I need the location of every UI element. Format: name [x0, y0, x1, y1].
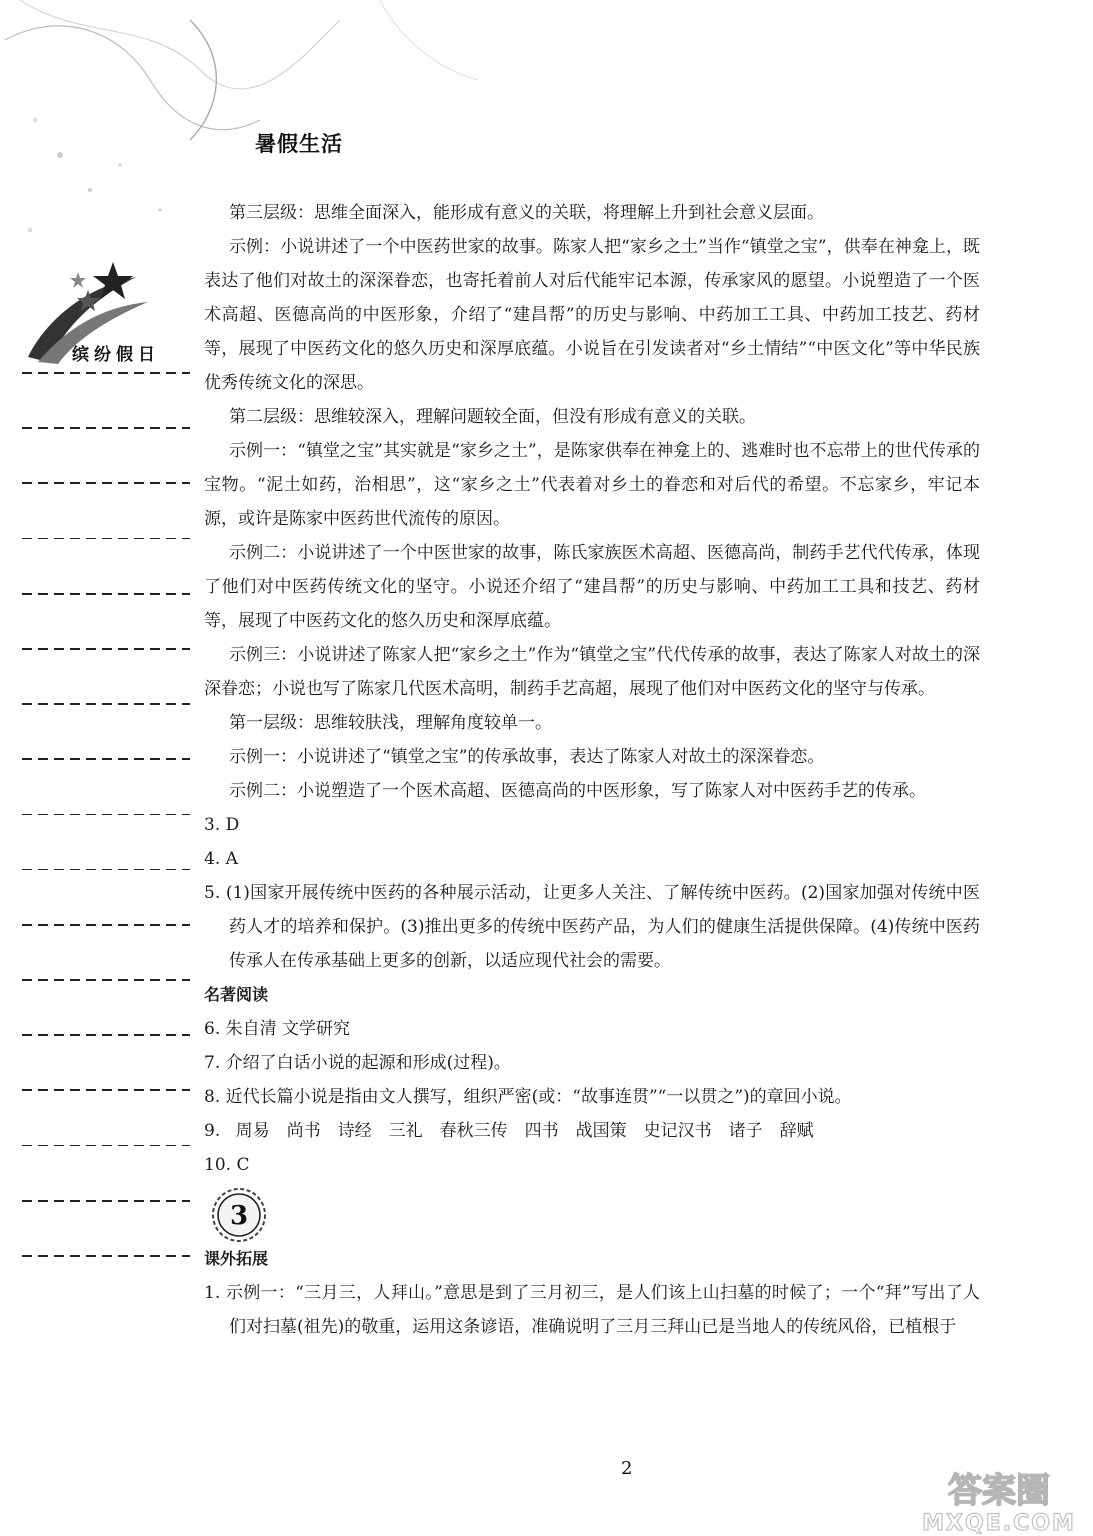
- watermark-text: 答案圈: [948, 1471, 1050, 1511]
- side-badge-label: 缤纷假日: [72, 345, 160, 365]
- watermark-logo: [905, 1462, 1093, 1536]
- paragraph: 示例三：小说讲述了陈家人把“家乡之土”作为“镇堂之宝”代代传承的故事，表达了陈家人对故土的深深眷恋；小说也写了陈家几代医术高明，制药手艺高超，展现了他们对中医药文化的坚守与传承。: [204, 645, 980, 699]
- note-line: [22, 814, 190, 816]
- answer-6: 6. 朱自清 文学研究: [204, 1019, 351, 1039]
- paragraph: 示例一：小说讲述了“镇堂之宝”的传承故事，表达了陈家人对故土的深深眷恋。: [229, 747, 825, 767]
- watermark-url: MXQE.COM: [922, 1511, 1076, 1536]
- note-line: [22, 758, 190, 760]
- note-line: [22, 924, 190, 926]
- note-line: [22, 482, 190, 484]
- page-number: 2: [621, 1458, 633, 1479]
- paragraph: 示例二：小说讲述了一个中医世家的故事，陈氏家族医术高超、医德高尚，制药手艺代代传承，体现了他们对中医药传统文化的坚守。小说还介绍了“建昌帮”的历史与影响、中药加工工具和技艺、药材等，展现了中医药文化的悠久历史和深厚底蕴。: [204, 543, 980, 631]
- note-line: [22, 1255, 190, 1257]
- note-lines: [22, 372, 190, 1310]
- note-line: [22, 869, 190, 871]
- note-line: [22, 427, 190, 429]
- paragraph: 第二层级：思维较深入，理解问题较全面，但没有形成有意义的关联。: [229, 407, 756, 427]
- paragraph: 第三层级：思维全面深入，能形成有意义的关联，将理解上升到社会意义层面。: [229, 203, 824, 223]
- paragraph: 示例二：小说塑造了一个医术高超、医德高尚的中医形象，写了陈家人对中医药手艺的传承。: [229, 781, 926, 801]
- header-title: 暑假生活: [255, 132, 343, 156]
- section-heading-extension: 课外拓展: [204, 1249, 269, 1268]
- note-line: [22, 1145, 190, 1147]
- note-line: [22, 1034, 190, 1036]
- note-line: [22, 538, 190, 540]
- answer-3: 3. D: [204, 815, 240, 835]
- answer-8: 8. 近代长篇小说是指由文人撰写，组织严密(或：“故事连贯”“一以贯之”)的章回小说。: [204, 1087, 852, 1107]
- section-heading-mingzhu: 名著阅读: [204, 985, 269, 1004]
- note-line: [22, 979, 190, 981]
- gear-badge-icon: [210, 1186, 268, 1244]
- note-line: [22, 703, 190, 705]
- paragraph: 示例：小说讲述了一个中医药世家的故事。陈家人把“家乡之土”当作“镇堂之宝”，供奉在神龛上，既表达了他们对故土的深深眷恋，也寄托着前人对后代能牢记本源，传承家风的愿望。小说塑造了一个医术高超、医德高尚的中医形象，介绍了“建昌帮”的历史与影响、中药加工工具、中药加工技艺、药材等，展现了中医药文化的悠久历史和深厚底蕴。小说旨在引发读者对“乡土情结”“中医文化”等中华民族优秀传统文化的深思。: [204, 237, 980, 393]
- answer-content: [204, 196, 980, 1344]
- paragraph: 示例一：“镇堂之宝”其实就是“家乡之土”，是陈家供奉在神龛上的、逃难时也不忘带上的世代传承的宝物。“泥土如药，治相思”，这“家乡之土”代表着对乡土的眷恋和对后代的希望。不忘家乡，牢记本源，或许是陈家中医药世代流传的原因。: [204, 441, 980, 529]
- unit-badge: [204, 1182, 980, 1242]
- answer-10: 10. C: [204, 1155, 250, 1175]
- paragraph: 第一层级：思维较肤浅，理解角度较单一。: [229, 713, 552, 733]
- extension-answer-1: 1. 示例一：“三月三，人拜山。”意思是到了三月初三，是人们该上山扫墓的时候了；一个“拜”写出了人们对扫墓(祖先)的敬重，运用这条谚语，准确说明了三月三拜山已是当地人的传统风俗，已植根于: [204, 1283, 980, 1337]
- note-line: [22, 648, 190, 650]
- note-line: [22, 1089, 190, 1091]
- note-line: [22, 1200, 190, 1202]
- answer-7: 7. 介绍了白话小说的起源和形成(过程)。: [204, 1053, 511, 1073]
- answer-9: 9. 周易 尚书 诗经 三礼 春秋三传 四书 战国策 史记汉书 诸子 辞赋: [204, 1121, 814, 1141]
- note-line: [22, 593, 190, 595]
- note-line: [22, 372, 190, 374]
- unit-number: 3: [229, 1201, 249, 1231]
- answer-5: 5. (1)国家开展传统中医药的各种展示活动，让更多人关注、了解传统中医药。(2)国家加强对传统中医药人才的培养和保护。(3)推出更多的传统中医药产品，为人们的健康生活提供保障。(4)传统中医药传承人在传承基础上更多的创新，以适应现代社会的需要。: [204, 883, 980, 971]
- answer-4: 4. A: [204, 849, 238, 869]
